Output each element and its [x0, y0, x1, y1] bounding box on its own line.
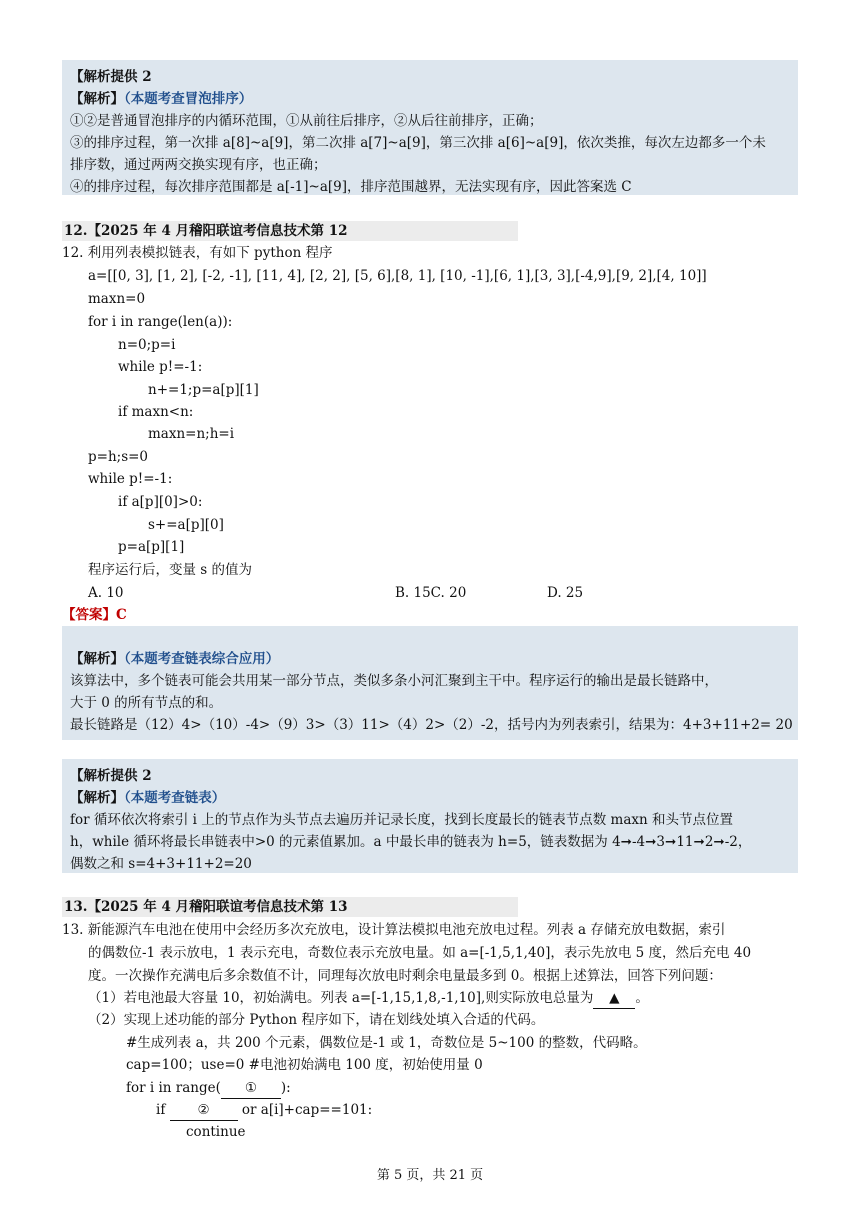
analysis-topic: （本题考查链表综合应用） [124, 651, 280, 667]
option-bc: B. 15C. 20 [395, 585, 467, 601]
code-line: while p!=-1: [118, 359, 203, 375]
code-line: maxn=0 [88, 291, 146, 307]
answer-label: 【答案】C [62, 607, 127, 623]
question-prompt: 程序运行后，变量 s 的值为 [88, 562, 253, 578]
code-line: p=h;s=0 [88, 449, 149, 465]
analysis-line: 偶数之和 s=4+3+11+2=20 [70, 856, 252, 872]
code-line: #生成列表 a，共 200 个元素，偶数位是-1 或 1，奇数位是 5~100 的整数，代码略。 [126, 1035, 647, 1051]
analysis-label: 【解析】 [70, 651, 124, 667]
analysis-line: h，while 循环将最长串链表中>0 的元素值累加。a 中最长串的链表为 h=5，链表数据为 4➞-4➞3➞11➞2➞-2， [70, 834, 752, 850]
option-a: A. 10 [88, 585, 124, 601]
code-line: while p!=-1: [88, 471, 173, 487]
sub-question-1-text: （1）若电池最大容量 10，初始满电。列表 a=[-1,15,1,8,-1,10],则实际放电总量为 [88, 990, 594, 1006]
code-text: or a[i]+cap==101: [237, 1102, 373, 1118]
code-text: if [156, 1102, 170, 1118]
analysis-title: 【解析提供 2 [70, 768, 152, 784]
analysis-box-bubble-sort [62, 60, 798, 195]
code-line: n+=1;p=a[p][1] [148, 382, 259, 398]
code-line-if [156, 1100, 372, 1121]
code-text: ): [280, 1080, 291, 1096]
question-12-stem: 12. 利用列表模拟链表，有如下 python 程序 [62, 245, 333, 261]
code-line: n=0;p=i [118, 337, 176, 353]
analysis-topic: （本题考查链表） [124, 790, 226, 806]
code-line: cap=100；use=0 #电池初始满电 100 度，初始使用量 0 [126, 1057, 483, 1073]
analysis-line: 最长链路是（12）4>（10）-4>（9）3>（3）11>（4）2>（2）-2，括号内为列表索引，结果为：4+3+11+2= 20 [70, 717, 793, 733]
page-footer: 第 5 页，共 21 页 [376, 1168, 484, 1183]
analysis-label: 【解析】 [70, 790, 124, 806]
question-12-header: 12.【2025 年 4 月稽阳联谊考信息技术第 12 [62, 221, 518, 241]
analysis-label: 【解析】 [70, 91, 124, 107]
analysis-box-linked-list [62, 759, 798, 873]
analysis-title: 【解析提供 2 [70, 69, 152, 85]
question-13-text: 度。一次操作充满电后多余数值不计，同理每次放电时剩余电量最多到 0。根据上述算法，回答下列问题： [88, 968, 722, 984]
code-line: if maxn<n: [118, 404, 194, 420]
analysis-topic: （本题考查冒泡排序） [124, 91, 253, 107]
code-line: p=a[p][1] [118, 539, 185, 555]
answer-blank[interactable]: ▲ [593, 988, 635, 1009]
analysis-line: 大于 0 的所有节点的和。 [70, 695, 223, 711]
code-line-for [126, 1078, 291, 1099]
code-line: if a[p][0]>0: [118, 494, 203, 510]
analysis-line: ③的排序过程，第一次排 a[8]~a[9]，第二次排 a[7]~a[9]，第三次排 a[6]~a[9]，依次类推，每次左边都多一个未 [70, 135, 766, 151]
question-13-text: 的偶数位-1 表示放电，1 表示充电，奇数位表示充放电量。如 a=[-1,5,1,40]，表示先放电 5 度，然后充电 40 [88, 945, 752, 961]
code-line: s+=a[p][0] [148, 517, 224, 533]
code-line: a=[[0, 3], [1, 2], [-2, -1], [11, 4], [2, 2], [5, 6],[8, 1], [10, -1],[6, 1],[3, 3],[-4,9],[9, 2],[4, 10]] [88, 268, 707, 284]
analysis-line: 排序数，通过两两交换实现有序，也正确； [70, 157, 327, 173]
fill-blank-2[interactable]: ② [170, 1100, 238, 1121]
sub-question-2: （2）实现上述功能的部分 Python 程序如下，请在划线处填入合适的代码。 [88, 1012, 545, 1028]
sub-question-1 [88, 988, 649, 1009]
sub-question-1-end: 。 [635, 990, 649, 1006]
code-line: continue [186, 1124, 246, 1140]
option-d: D. 25 [547, 585, 584, 601]
code-line: for i in range(len(a)): [88, 314, 233, 330]
analysis-box-linked-list-application [62, 626, 798, 740]
question-13-text: 13. 新能源汽车电池在使用中会经历多次充放电，设计算法模拟电池充放电过程。列表 a 存储充放电数据，索引 [62, 922, 726, 938]
question-13-header: 13.【2025 年 4 月稽阳联谊考信息技术第 13 [62, 897, 518, 917]
code-line: maxn=n;h=i [148, 426, 235, 442]
analysis-line: 该算法中，多个链表可能会共用某一部分节点，类似多条小河汇聚到主干中。程序运行的输出是最长链路中， [70, 673, 718, 689]
analysis-line: ④的排序过程，每次排序范围都是 a[-1]~a[9]，排序范围越界，无法实现有序，因此答案选 C [70, 179, 632, 195]
analysis-line: for 循环依次将索引 i 上的节点作为头节点去遍历并记录长度，找到长度最长的链表节点数 maxn 和头节点位置 [70, 812, 734, 828]
analysis-line: ①②是普通冒泡排序的内循环范围，①从前往后排序，②从后往前排序，正确； [70, 113, 543, 129]
fill-blank-1[interactable]: ① [221, 1078, 281, 1099]
code-text: for i in range( [126, 1080, 221, 1096]
